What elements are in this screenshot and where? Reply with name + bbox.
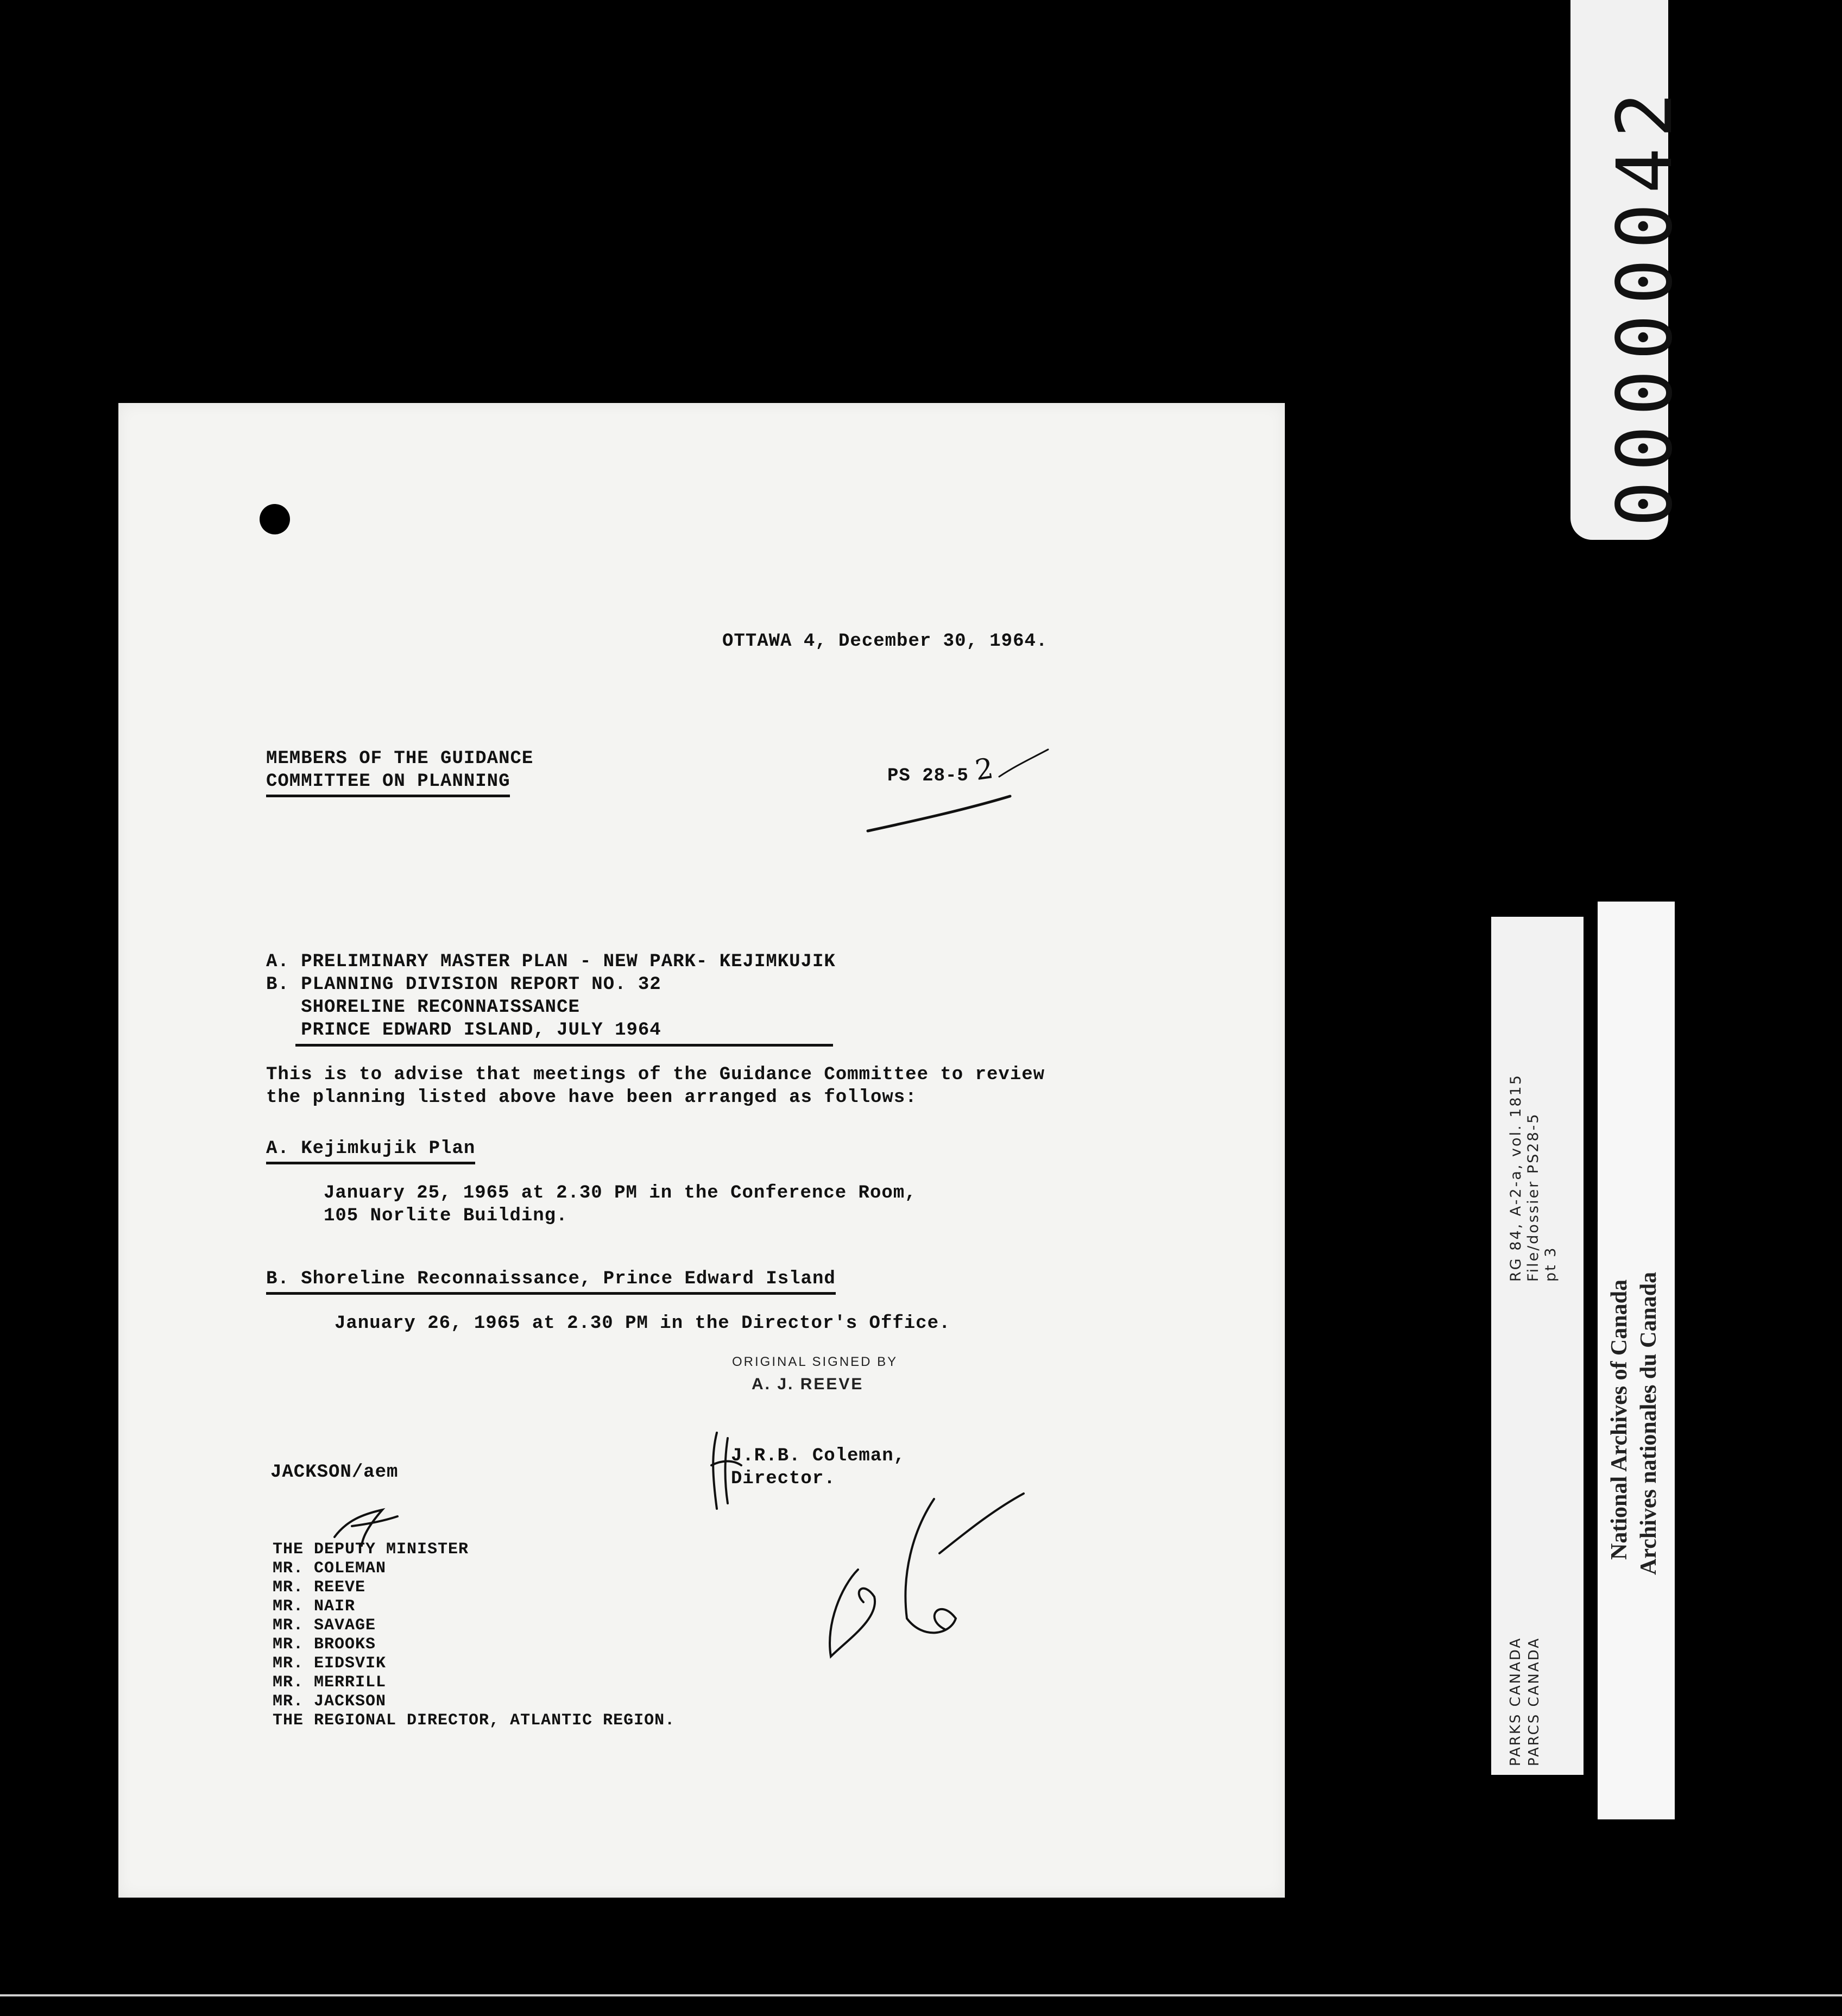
subject-b: B. PLANNING DIVISION REPORT NO. 32 [266, 974, 661, 995]
handwritten-initial-mark [701, 1427, 744, 1514]
handwritten-signature [815, 1488, 1032, 1667]
subject-underline [295, 1044, 833, 1047]
distribution-9: MR. JACKSON [273, 1692, 387, 1711]
distribution-7: MR. EIDSVIK [273, 1654, 387, 1673]
distribution-1: THE DEPUTY MINISTER [273, 1540, 469, 1559]
subject-b-line-2: SHORELINE RECONNAISSANCE [266, 997, 580, 1018]
signature-stamp-line-1: ORIGINAL SIGNED BY [732, 1354, 898, 1369]
subject-b-line-3: PRINCE EDWARD ISLAND, JULY 1964 [266, 1020, 661, 1041]
distribution-3: MR. REEVE [273, 1578, 366, 1597]
section-a-line-1: January 25, 1965 at 2.30 PM in the Conference Room, [324, 1183, 917, 1204]
reference-initials: JACKSON/aem [270, 1462, 399, 1483]
body-line-2: the planning listed above have been arranged as follows: [266, 1087, 917, 1108]
body-line-1: This is to advise that meetings of the Guidance Committee to review [266, 1064, 1045, 1085]
subject-a: A. PRELIMINARY MASTER PLAN - NEW PARK- KEJIMKUJIK [266, 952, 836, 972]
institution-name-fr: Archives nationales du Canada [1636, 1271, 1661, 1575]
signatory-name: J.R.B. Coleman, [731, 1446, 906, 1466]
section-b-line-1: January 26, 1965 at 2.30 PM in the Director's Office. [335, 1313, 951, 1334]
distribution-5: MR. SAVAGE [273, 1616, 376, 1635]
agency-name-en: PARKS CANADA [1507, 1636, 1524, 1766]
signature-stamp-line-2: A. J. REEVE [752, 1375, 864, 1393]
distribution-6: MR. BROOKS [273, 1635, 376, 1654]
section-a-line-2: 105 Norlite Building. [324, 1206, 568, 1226]
frame-number: 00000042 [1601, 82, 1689, 527]
recipient-line-2: COMMITTEE ON PLANNING [266, 770, 510, 797]
distribution-8: MR. MERRILL [273, 1673, 387, 1692]
file-reference-handwritten: 2 [973, 752, 996, 788]
signatory-title: Director. [731, 1469, 836, 1489]
dateline: OTTAWA 4, December 30, 1964. [722, 631, 1048, 652]
punch-hole [260, 504, 290, 534]
recipient-line-1: MEMBERS OF THE GUIDANCE [266, 748, 534, 769]
institution-name-en: National Archives of Canada [1607, 1279, 1632, 1560]
distribution-10: THE REGIONAL DIRECTOR, ATLANTIC REGION. [273, 1711, 676, 1730]
file-reference: PS 28-5 [887, 766, 969, 786]
agency-name-fr: PARCS CANADA [1526, 1636, 1542, 1766]
distribution-4: MR. NAIR [273, 1597, 356, 1616]
distribution-2: MR. COLEMAN [273, 1559, 387, 1578]
frame-bottom-rule [0, 1994, 1842, 1996]
section-b-heading: B. Shoreline Reconnaissance, Prince Edward Island [266, 1268, 836, 1295]
section-a-heading: A. Kejimkujik Plan [266, 1137, 475, 1164]
archive-ref-line-1: RG 84, A-2-a, vol. 1815 [1507, 1074, 1524, 1282]
archive-ref-line-2: File/dossier PS28-5 [1525, 1112, 1542, 1282]
archive-ref-line-3: pt 3 [1542, 1246, 1559, 1282]
file-ref-pen-strokes [863, 744, 1054, 836]
